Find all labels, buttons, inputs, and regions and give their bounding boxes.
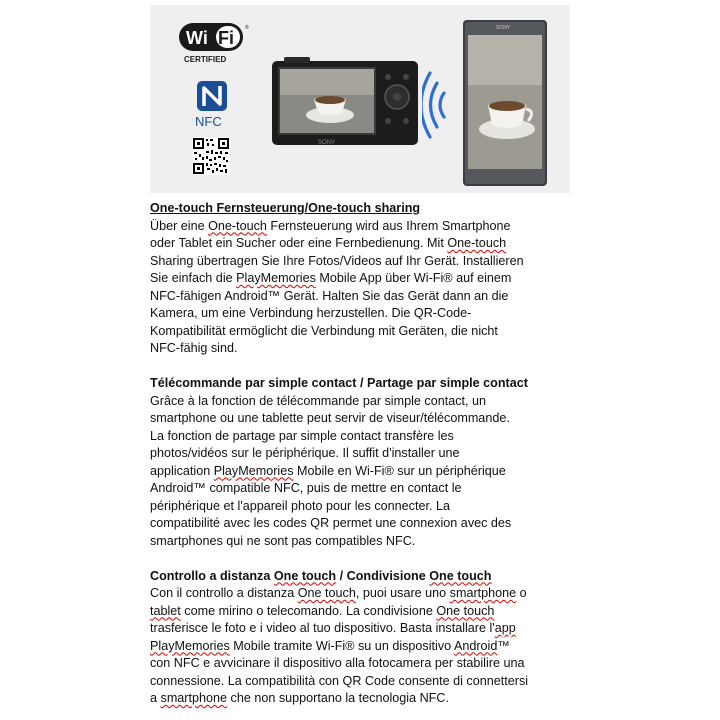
wifi-certified-logo	[178, 21, 250, 65]
feature-description	[150, 200, 570, 708]
svg-text:SONY: SONY	[318, 140, 336, 146]
german-line: Sie einfach die PlayMemories Mobile App über Wi-Fi® auf einem	[150, 271, 512, 285]
german-title: One-touch Fernsteuerung/One-touch sharing	[150, 201, 421, 215]
qr-code-icon	[192, 137, 230, 175]
german-line: oder Tablet ein Sucher oder eine Fernbedienung. Mit One-touch	[150, 236, 507, 250]
svg-text:CERTIFIED: CERTIFIED	[184, 55, 227, 64]
french-line: photos/vidéos sur le périphérique. Il suffit d'installer une	[150, 446, 460, 460]
german-line: Über eine One-touch Fernsteuerung wird aus Ihrem Smartphone	[150, 218, 511, 233]
german-line: Sharing übertragen Sie Ihre Fotos/Videos auf Ihr Gerät. Installieren	[150, 253, 524, 268]
french-line: Grâce à la fonction de télécommande par simple contact, un	[150, 393, 487, 408]
svg-text:Fi: Fi	[218, 28, 234, 48]
svg-text:NFC: NFC	[195, 114, 222, 129]
svg-text:SONY: SONY	[496, 25, 511, 31]
french-line: smartphone ou une tablette peut servir de viseur/télécommande.	[150, 411, 510, 425]
italian-line: trasferisce le foto e i video al tuo dispositivo. Basta installare l'app	[150, 621, 516, 635]
french-title: Télécommande par simple contact / Partage par simple contact	[150, 376, 528, 390]
italian-line: Con il controllo a distanza One touch, puoi usare uno smartphone o	[150, 586, 527, 600]
nfc-logo	[194, 79, 230, 129]
french-line: smartphones qui ne sont pas compatibles NFC.	[150, 533, 416, 548]
french-line: Android™ compatible NFC, puis de mettre en contact le	[150, 481, 462, 495]
italian-title: Controllo a distanza One touch / Condivisione One touch	[150, 568, 492, 583]
italian-line: a smartphone che non supportano la tecnologia NFC.	[150, 691, 449, 705]
german-line: NFC-fähigen Android™ Gerät. Halten Sie das Gerät dann an die	[150, 288, 509, 303]
french-line: périphérique et l'appareil photo pour les connecter. La	[150, 498, 450, 513]
wireless-signal-icon	[422, 65, 456, 145]
french-line: La fonction de partage par simple contact transfère les	[150, 428, 454, 443]
german-line: Kamera, um eine Verbindung herzustellen. Die QR-Code-	[150, 306, 472, 320]
svg-text:®: ®	[245, 25, 249, 31]
svg-text:Wi: Wi	[186, 28, 208, 48]
italian-line: connessione. La compatibilità con QR Code consente di connettersi	[150, 673, 529, 688]
camera-image	[270, 55, 420, 147]
italian-line: tablet come mirino o telecomando. La condivisione One touch	[150, 603, 495, 618]
smartphone-image	[462, 19, 548, 187]
french-line: compatibilité avec les codes QR permet une connexion avec des	[150, 516, 512, 530]
german-line: Kompatibilität ermöglicht die Verbindung mit Geräten, die nicht	[150, 323, 498, 338]
italian-line: con NFC e avvicinare il dispositivo alla fotocamera per stabilire una	[150, 656, 525, 670]
french-line: application PlayMemories Mobile en Wi-Fi® sur un périphérique	[150, 463, 506, 478]
german-line: NFC-fähig sind.	[150, 341, 238, 355]
italian-line: PlayMemories Mobile tramite Wi-Fi® su un dispositivo Android™	[150, 638, 510, 653]
product-banner	[150, 5, 570, 193]
